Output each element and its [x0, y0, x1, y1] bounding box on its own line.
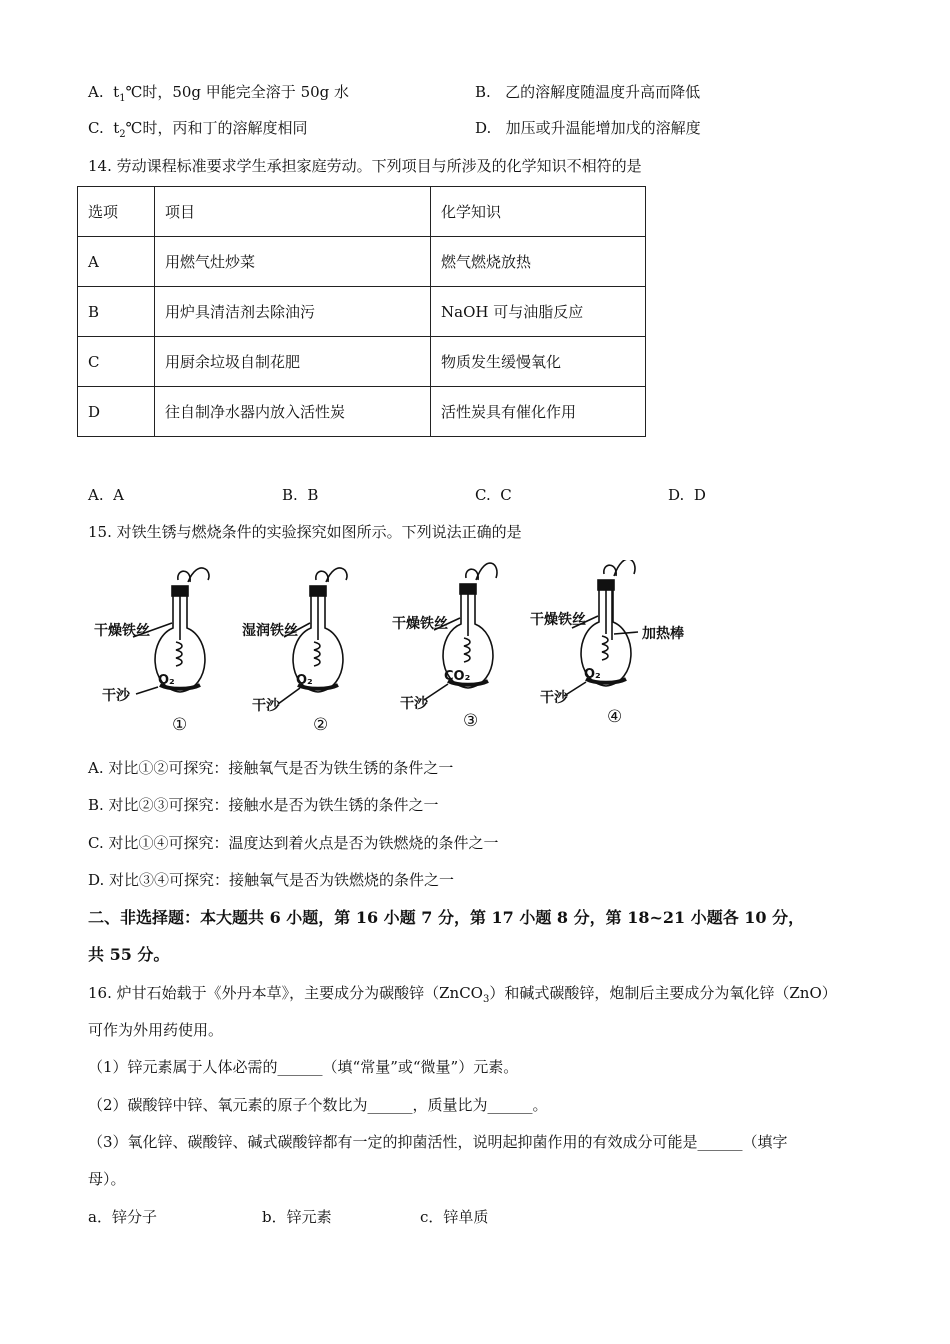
label-o2: O₂ — [584, 667, 601, 682]
table-header-row — [78, 187, 646, 237]
label-sand: 干沙 — [400, 696, 428, 712]
option-letter: B. — [475, 83, 491, 101]
q13-option-c — [88, 118, 307, 145]
q16-stem-line2: 可作为外用药使用。 — [88, 1021, 224, 1039]
table-header-cell: 项目 — [155, 187, 431, 237]
q14-option-a — [88, 485, 124, 505]
label-n4: ④ — [607, 707, 623, 727]
option-letter: B. — [282, 486, 298, 504]
option-text: 加压或升温能增加戊的溶解度 — [505, 119, 701, 137]
iron-experiment-figure — [88, 560, 708, 735]
label-n2: ② — [313, 715, 329, 735]
option-text-post: ℃时，50g 甲能完全溶于 50g 水 — [125, 83, 350, 101]
flask-4 — [530, 560, 684, 727]
option-letter: A. — [88, 83, 104, 101]
q14-option-c — [475, 485, 512, 505]
table-row — [78, 237, 646, 287]
table-cell: D — [78, 387, 155, 437]
option-text-pre: t — [113, 119, 120, 137]
table-header-cell: 选项 — [78, 187, 155, 237]
table-cell: 活性炭具有催化作用 — [431, 387, 646, 437]
q16-part3-line1: （3）氧化锌、碳酸锌、碱式碳酸锌都有一定的抑菌活性，说明起抑菌作用的有效成分可能是______（填字 — [88, 1133, 788, 1151]
q14-option-d — [668, 485, 706, 505]
subscript: 1 — [119, 93, 126, 104]
flask-2 — [242, 568, 347, 735]
table-cell: B — [78, 287, 155, 337]
table-cell: 往自制净水器内放入活性炭 — [155, 387, 431, 437]
q16-choice-c: c．锌单质 — [420, 1208, 489, 1226]
label-dry: 干燥铁丝 — [94, 623, 150, 639]
label-wet: 湿润铁丝 — [242, 623, 298, 639]
label-dry: 干燥铁丝 — [530, 612, 586, 628]
option-text: B — [307, 486, 319, 504]
q13-option-b — [475, 82, 700, 102]
q16-part2: （2）碳酸锌中锌、氧元素的原子个数比为______，质量比为______。 — [88, 1096, 548, 1114]
q13-option-a — [88, 82, 349, 109]
q16-part1: （1）锌元素属于人体必需的______（填“常量”或“微量”）元素。 — [88, 1058, 519, 1076]
option-text: C — [500, 486, 512, 504]
option-letter: A. — [88, 486, 104, 504]
table-cell: C — [78, 337, 155, 387]
q14-table — [77, 186, 646, 437]
table-cell: A — [78, 237, 155, 287]
label-n3: ③ — [463, 711, 479, 731]
option-letter: C. — [475, 486, 491, 504]
q15-option-b: B. 对比②③可探究：接触水是否为铁生锈的条件之一 — [88, 796, 439, 814]
q15-option-d: D. 对比③④可探究：接触氧气是否为铁燃烧的条件之一 — [88, 871, 455, 889]
q14-stem: 14. 劳动课程标准要求学生承担家庭劳动。下列项目与所涉及的化学知识不相符的是 — [88, 157, 642, 175]
q16-stem-line1 — [88, 983, 837, 1010]
option-letter: C. — [88, 119, 104, 137]
label-sand: 干沙 — [540, 690, 568, 706]
label-heater: 加热棒 — [642, 626, 684, 642]
section-heading-line1: 二、非选择题：本大题共 6 小题，第 16 小题 7 分，第 17 小题 8 分，第 18~21 小题各 10 分， — [88, 908, 805, 927]
table-row — [78, 287, 646, 337]
option-text: A — [113, 486, 124, 504]
subscript: 3 — [482, 994, 490, 1005]
subscript: 2 — [119, 129, 126, 140]
q16-choice-a: a．锌分子 — [88, 1208, 157, 1226]
table-cell: 用炉具清洁剂去除油污 — [155, 287, 431, 337]
q15-option-a: A. 对比①②可探究：接触氧气是否为铁生锈的条件之一 — [88, 759, 454, 777]
stem-text: 16. 炉甘石始载于《外丹本草》，主要成分为碳酸锌（ZnCO — [88, 984, 483, 1002]
table-cell: 燃气燃烧放热 — [431, 237, 646, 287]
option-text: D — [693, 486, 706, 504]
option-letter: D. — [668, 486, 685, 504]
label-dry: 干燥铁丝 — [392, 616, 448, 632]
stem-text: ）和碱式碳酸锌，炮制后主要成分为氧化锌（ZnO） — [489, 984, 837, 1002]
table-cell: 用燃气灶炒菜 — [155, 237, 431, 287]
table-cell: 物质发生缓慢氧化 — [431, 337, 646, 387]
option-text-pre: t — [113, 83, 120, 101]
flask-3 — [392, 563, 497, 731]
table-row — [78, 337, 646, 387]
table-cell: NaOH 可与油脂反应 — [431, 287, 646, 337]
flask-1 — [94, 568, 209, 735]
q15-stem: 15. 对铁生锈与燃烧条件的实验探究如图所示。下列说法正确的是 — [88, 523, 522, 541]
option-text: 乙的溶解度随温度升高而降低 — [505, 83, 701, 101]
q14-option-b — [282, 485, 318, 505]
option-letter: D. — [475, 119, 492, 137]
label-sand: 干沙 — [252, 698, 280, 714]
q15-option-c: C. 对比①④可探究：温度达到着火点是否为铁燃烧的条件之一 — [88, 834, 499, 852]
table-header-cell: 化学知识 — [431, 187, 646, 237]
label-co2: CO₂ — [444, 669, 471, 684]
label-o2: O₂ — [296, 673, 313, 688]
label-o2: O₂ — [158, 673, 175, 688]
option-text-post: ℃时，丙和丁的溶解度相同 — [125, 119, 308, 137]
q13-option-d — [475, 118, 701, 138]
q16-part3-line2: 母）。 — [88, 1170, 126, 1188]
section-heading-line2: 共 55 分。 — [88, 945, 170, 964]
label-n1: ① — [172, 715, 188, 735]
label-sand: 干沙 — [102, 688, 130, 704]
table-row — [78, 387, 646, 437]
table-cell: 用厨余垃圾自制花肥 — [155, 337, 431, 387]
q16-choice-b: b．锌元素 — [262, 1208, 332, 1226]
